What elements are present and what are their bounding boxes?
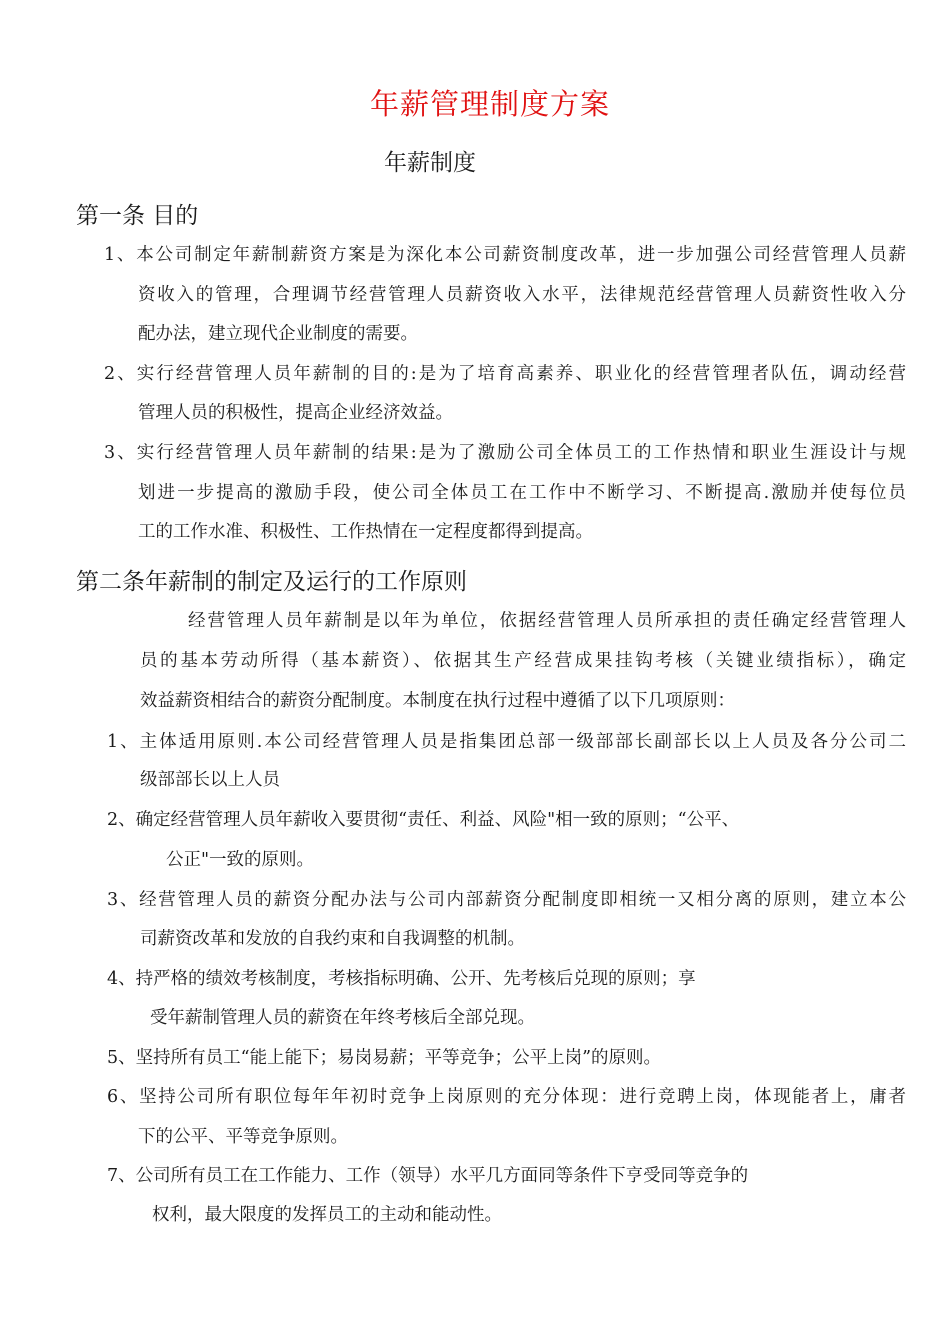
intro-text-line: 员的基本劳动所得（基本薪资）、依据其生产经营成果挂钩考核（关键业绩指标），确定 [140, 651, 906, 671]
item-text-line: 级部部长以上人员 [140, 770, 280, 790]
item-number: 2、 [107, 810, 136, 830]
item-text-line: 实行经营管理人员年薪制的结果:是为了激励公司全体员工的工作热情和职业生涯设计与规 [136, 443, 906, 463]
item-text-line: 划进一步提高的激励手段，使公司全体员工在工作中不断学习、不断提高.激励并使每位员 [138, 483, 906, 503]
item-number: 6、 [107, 1087, 140, 1107]
item-text-line: 公司所有员工在工作能力、工作（领导）水平几方面同等条件下亨受同等竞争的 [135, 1166, 749, 1186]
item-text-line: 经营管理人员的薪资分配办法与公司内部薪资分配制度即相统一又相分离的原则，建立本公 [139, 890, 907, 910]
item-text-line: 资收入的管理，合理调节经营管理人员薪资收入水平，法律规范经营管理人员薪资性收入分 [138, 285, 906, 305]
item-text-line: 工的工作水准、积极性、工作热情在一定程度都得到提高。 [138, 522, 593, 542]
item-text-line: 持严格的绩效考核制度，考核指标明确、公开、先考核后兑现的原则；享 [135, 969, 696, 989]
item-text-line: 实行经营管理人员年薪制的目的:是为了培育高素养、职业化的经营管理者队伍，调动经营 [136, 364, 906, 384]
item-text-line: 公正"一致的原则。 [166, 850, 315, 870]
item-text-line: 坚持公司所有职位每年年初时竞争上岗原则的充分体现：进行竞聘上岗，体现能者上，庸者 [139, 1087, 907, 1107]
article-2-heading: 第二条年薪制的制定及运行的工作原则 [76, 569, 467, 595]
document-subtitle: 年薪制度 [384, 150, 476, 176]
item-number: 7、 [107, 1166, 136, 1186]
item-number: 1、 [107, 732, 140, 752]
item-number: 4、 [107, 969, 136, 989]
item-number: 1、 [104, 245, 137, 265]
item-text-line: 下的公平、平等竞争原则。 [138, 1127, 348, 1147]
item-number: 3、 [104, 443, 137, 463]
item-number: 5、 [107, 1048, 136, 1068]
item-text-line: 权利，最大限度的发挥员工的主动和能动性。 [152, 1205, 502, 1225]
item-text-line: 受年薪制管理人员的薪资在年终考核后全部兑现。 [150, 1008, 535, 1028]
item-text-line: 管理人员的积极性，提高企业经济效益。 [138, 403, 453, 423]
item-text-line: 确定经营管理人员年薪收入要贯彻“责任、利益、风险"相一致的原则；“公平、 [135, 810, 740, 830]
intro-text-line: 效益薪资相结合的薪资分配制度。本制度在执行过程中遵循了以下几项原则： [140, 691, 735, 711]
item-number: 2、 [104, 364, 137, 384]
item-text-line: 司薪资改革和发放的自我约束和自我调整的机制。 [140, 929, 525, 949]
item-text-line: 配办法，建立现代企业制度的需要。 [138, 324, 418, 344]
document-title: 年薪管理制度方案 [369, 87, 610, 121]
article-1-heading: 第一条 目的 [76, 203, 199, 229]
item-text-line: 本公司制定年薪制薪资方案是为深化本公司薪资制度改革，进一步加强公司经营管理人员薪 [136, 245, 906, 265]
item-text-line: 坚持所有员工“能上能下；易岗易薪；平等竞争；公平上岗”的原则。 [135, 1048, 662, 1068]
item-text-line: 主体适用原则.本公司经营管理人员是指集团总部一级部部长副部长以上人员及各分公司二 [139, 732, 906, 752]
intro-text-line: 经营管理人员年薪制是以年为单位，依据经营管理人员所承担的责任确定经营管理人 [188, 611, 906, 631]
item-number: 3、 [107, 890, 140, 910]
